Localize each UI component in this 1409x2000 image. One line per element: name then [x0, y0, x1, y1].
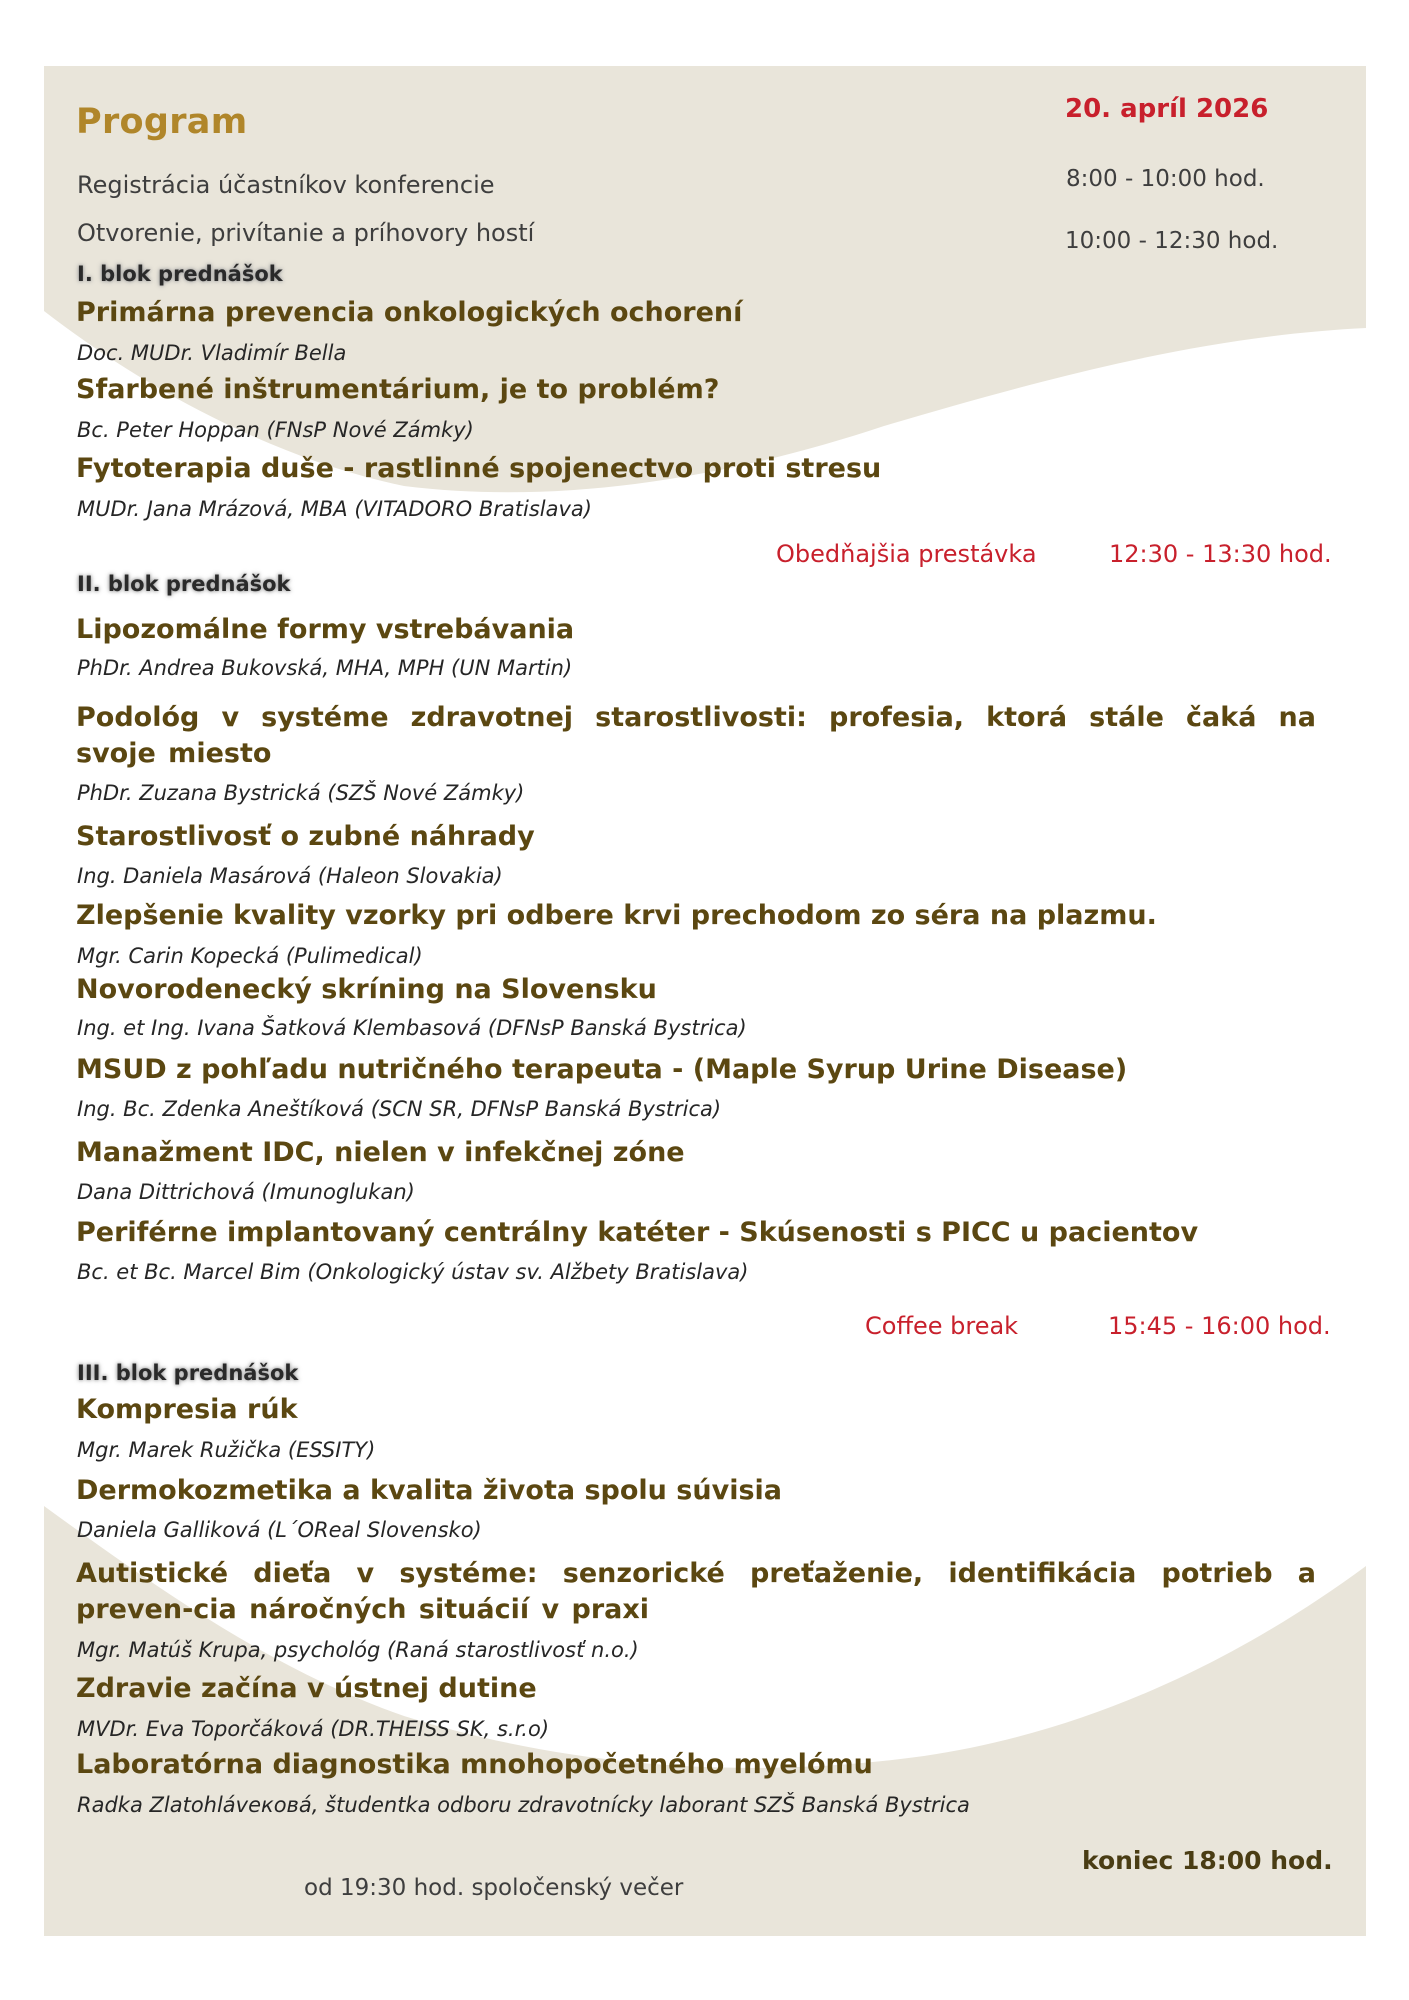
talk-title: Starostlivosť o zubné náhrady	[76, 821, 535, 852]
talk-speaker: PhDr. Andrea Bukovská, MHA, MPH (UN Martin)	[77, 656, 573, 680]
block-2-title: II. blok prednášok	[77, 572, 291, 596]
talk-title: Zdravie začína v ústnej dutine	[76, 1673, 537, 1704]
talk-speaker: Mgr. Matúš Krupa, psychológ (Raná starostlivosť n.o.)	[77, 1638, 639, 1662]
social-evening: od 19:30 hod. spoločenský večer	[304, 1875, 684, 1901]
talk-title: Manažment IDC, nielen v infekčnej zóne	[76, 1137, 685, 1168]
talk-title: MSUD z pohľadu nutričného terapeuta - (Maple Syrup Urine Disease)	[76, 1054, 1128, 1085]
talk-speaker: Ing. et Ing. Ivana Šatková Klembasová (DFNsP Banská Bystrica)	[77, 1016, 747, 1040]
event-date: 20. apríl 2026	[1065, 94, 1269, 124]
talk-title: Novorodenecký skríning na Slovensku	[76, 974, 657, 1005]
talk-speaker: Ing. Daniela Masárová (Haleon Slovakia)	[77, 864, 503, 888]
talk-title: Sfarbené inštrumentárium, je to problém?	[76, 374, 720, 405]
end-time: koniec 18:00 hod.	[1082, 1846, 1333, 1875]
block-1-title: I. blok prednášok	[77, 262, 283, 286]
opening-time: 10:00 - 12:30 hod.	[1065, 228, 1279, 254]
block-3-title: III. blok prednášok	[77, 1361, 299, 1385]
talk-title: Primárna prevencia onkologických ochorení	[76, 297, 743, 328]
talk-title: Podológ v systéme zdravotnej starostlivosti: profesia, ktorá stále čaká na svoje miesto	[76, 702, 1316, 769]
opening-label: Otvorenie, privítanie a príhovory hostí	[77, 219, 535, 247]
lunch-break-label: Obedňajšia prestávka	[776, 540, 1037, 568]
talk-speaker: MUDr. Jana Mrázová, MBA (VITADORO Bratislava)	[77, 497, 592, 521]
program-sheet	[44, 66, 1366, 1936]
talk-speaker: Ing. Bc. Zdenka Aneštíková (SCN SR, DFNsP Banská Bystrica)	[77, 1097, 722, 1121]
talk-speaker: Bc. et Bc. Marcel Bim (Onkologický ústav sv. Alžbety Bratislava)	[77, 1260, 749, 1284]
talk-title: Laboratórna diagnostika mnohopočetného myelómu	[76, 1749, 873, 1780]
talk-speaker: Doc. MUDr. Vladimír Bella	[77, 341, 347, 365]
talk-title: Autistické dieťa v systéme: senzorické preťaženie, identifikácia potrieb a preven-cia náročných situácií v praxi	[76, 1558, 1316, 1625]
registration-label: Registrácia účastníkov konferencie	[77, 171, 495, 199]
registration-time: 8:00 - 10:00 hod.	[1066, 166, 1265, 192]
program-title: Program	[76, 102, 248, 142]
talk-speaker: MVDr. Eva Toporčáková (DR.THEISS SK, s.r.o)	[77, 1717, 550, 1741]
talk-title: Dermokozmetika a kvalita života spolu súvisia	[76, 1475, 782, 1506]
coffee-break-label: Coffee break	[865, 1312, 1019, 1340]
talk-speaker: Bc. Peter Hoppan (FNsP Nové Zámky)	[77, 418, 474, 442]
talk-speaker: PhDr. Zuzana Bystrická (SZŠ Nové Zámky)	[77, 781, 525, 805]
talk-speaker: Daniela Galliková (L´OReal Slovensko)	[77, 1518, 482, 1542]
talk-title: Zlepšenie kvality vzorky pri odbere krvi prechodom zo séra na plazmu.	[76, 900, 1157, 931]
talk-speaker: Mgr. Marek Ružička (ESSITY)	[77, 1438, 376, 1462]
talk-title: Periférne implantovaný centrálny katéter - Skúsenosti s PICC u pacientov	[76, 1217, 1199, 1248]
talk-title: Lipozomálne formy vstrebávania	[76, 614, 575, 645]
talk-title: Fytoterapia duše - rastlinné spojenectvo proti stresu	[76, 453, 882, 484]
talk-speaker: Mgr. Carin Kopecká (Pulimedical)	[77, 944, 423, 968]
talk-speaker: Radka Zlatohlávековá, študentka odboru zdravotnícky laborant SZŠ Banská Bystrica	[77, 1793, 970, 1817]
lunch-break-time: 12:30 - 13:30 hod.	[1109, 540, 1332, 568]
talk-speaker: Dana Dittrichová (Imunoglukan)	[77, 1180, 415, 1204]
coffee-break-time: 15:45 - 16:00 hod.	[1108, 1312, 1331, 1340]
talk-title: Kompresia rúk	[76, 1394, 298, 1425]
